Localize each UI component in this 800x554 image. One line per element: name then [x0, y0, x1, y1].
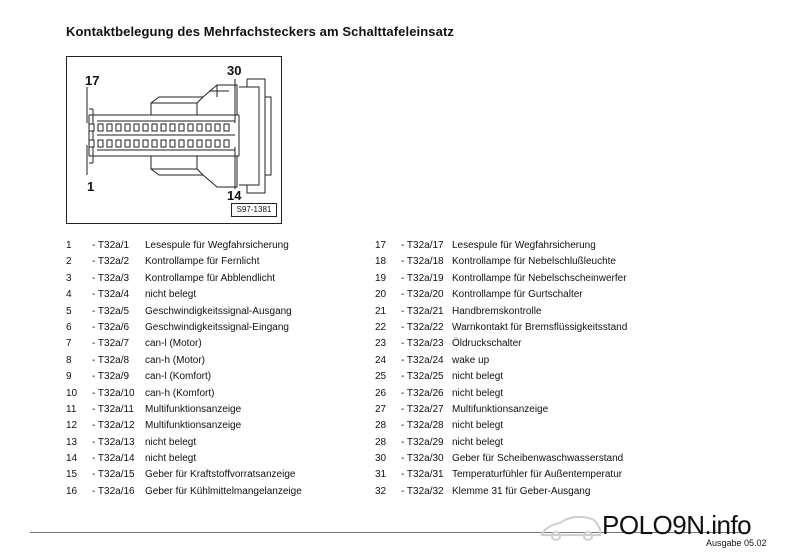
pin-number: 20 — [375, 289, 387, 301]
pin-number: 32 — [375, 485, 387, 497]
pin-number: 10 — [66, 387, 78, 399]
pin-number: 9 — [66, 371, 72, 383]
pin-number: 30 — [375, 453, 387, 465]
pin-id: - T32a/12 — [92, 420, 135, 432]
pin-id: - T32a/2 — [92, 256, 130, 268]
pin-description: Kontrollampe für Fernlicht — [145, 256, 260, 268]
pin-row — [375, 435, 715, 451]
pin-number: 17 — [375, 240, 387, 251]
pin-number: 31 — [375, 469, 387, 481]
pin-row — [66, 484, 366, 500]
pin-number: 25 — [375, 371, 387, 383]
pin-row — [66, 336, 366, 352]
pin-id: - T32a/28 — [401, 420, 444, 432]
pin-row — [66, 254, 366, 270]
pin-id: - T32a/8 — [92, 354, 130, 366]
page-title: Kontaktbelegung des Mehrfachsteckers am Schalttafeleinsatz — [66, 24, 454, 39]
pin-number: 15 — [66, 469, 78, 481]
pin-row — [375, 287, 715, 303]
pin-id: - T32a/26 — [401, 387, 444, 399]
pin-id: - T32a/7 — [92, 338, 130, 350]
pin-number: 28 — [375, 436, 387, 448]
pin-description: Temperaturfühler für Außentemperatur — [452, 469, 623, 481]
pin-id: - T32a/24 — [401, 354, 444, 366]
pin-row — [375, 386, 715, 402]
pin-number: 21 — [375, 305, 387, 317]
pin-id: - T32a/10 — [92, 387, 135, 399]
pin-number: 4 — [66, 289, 72, 301]
pin-id: - T32a/5 — [92, 305, 130, 317]
pin-row — [375, 238, 715, 254]
pin-description: Geber für Kraftstoffvorratsanzeige — [145, 469, 296, 481]
pin-id: - T32a/21 — [401, 305, 444, 317]
pin-row — [375, 353, 715, 369]
pin-description: Klemme 31 für Geber-Ausgang — [452, 485, 591, 497]
pin-row — [66, 435, 366, 451]
pin-row — [66, 451, 366, 467]
pin-number: 3 — [66, 272, 72, 284]
pin-row — [375, 418, 715, 434]
pin-label-1: 1 — [87, 179, 95, 194]
pin-number: 7 — [66, 338, 72, 350]
pin-label-17: 17 — [85, 73, 100, 88]
pin-row — [66, 467, 366, 483]
pin-description: Multifunktionsanzeige — [145, 420, 242, 432]
pin-label-30: 30 — [227, 63, 242, 78]
pin-description: can-l (Komfort) — [145, 371, 212, 383]
pin-number: 23 — [375, 338, 387, 350]
pin-description: nicht belegt — [452, 436, 504, 448]
pin-number: 19 — [375, 272, 387, 284]
pin-description: can-h (Motor) — [145, 354, 206, 366]
pin-id: - T32a/22 — [401, 321, 444, 333]
pin-row — [66, 386, 366, 402]
car-icon — [540, 509, 602, 545]
pin-number: 8 — [66, 354, 72, 366]
pin-id: - T32a/19 — [401, 272, 444, 284]
pin-row — [375, 304, 715, 320]
pin-id: - T32a/30 — [401, 453, 444, 465]
pin-number: 11 — [66, 403, 77, 415]
pin-description: nicht belegt — [145, 436, 197, 448]
pin-description: Geschwindigkeitssignal-Eingang — [145, 321, 289, 333]
pin-list-right — [375, 238, 715, 500]
pin-row — [375, 320, 715, 336]
pin-id: - T32a/6 — [92, 321, 130, 333]
pin-number: 5 — [66, 305, 72, 317]
pin-row — [66, 402, 366, 418]
pin-id: - T32a/29 — [401, 436, 444, 448]
pin-description: Lesespule für Wegfahrsicherung — [452, 240, 596, 251]
pin-description: Kontrollampe für Abblendlicht — [145, 272, 276, 284]
pin-number: 16 — [66, 485, 78, 497]
pin-id: - T32a/20 — [401, 289, 444, 301]
edition-label: Ausgabe 05.02 — [706, 538, 767, 548]
pin-id: - T32a/4 — [92, 289, 130, 301]
pin-row — [66, 369, 366, 385]
pin-id: - T32a/23 — [401, 338, 444, 350]
pin-row — [66, 320, 366, 336]
pin-label-14: 14 — [227, 188, 242, 203]
pin-id: - T32a/3 — [92, 272, 130, 284]
pin-number: 26 — [375, 387, 387, 399]
pin-row — [375, 336, 715, 352]
pin-description: nicht belegt — [452, 420, 504, 432]
pin-description: wake up — [452, 354, 490, 366]
pin-description: Geber für Scheibenwaschwasserstand — [452, 453, 624, 465]
pin-id: - T32a/13 — [92, 436, 135, 448]
pin-number: 12 — [66, 420, 78, 432]
pin-row — [375, 402, 715, 418]
pin-description: Handbremskontrolle — [452, 305, 542, 317]
pin-description: nicht belegt — [145, 289, 197, 301]
pin-description: nicht belegt — [145, 453, 197, 465]
pin-list-left — [66, 238, 366, 500]
pin-number: 27 — [375, 403, 387, 415]
pin-description: Geber für Kühlmittelmangelanzeige — [145, 485, 302, 497]
pin-description: nicht belegt — [452, 387, 504, 399]
pin-description: Lesespule für Wegfahrsicherung — [145, 240, 289, 251]
pin-id: - T32a/17 — [401, 240, 444, 251]
pin-row — [375, 369, 715, 385]
pin-id: - T32a/15 — [92, 469, 135, 481]
pin-row — [66, 353, 366, 369]
figure-code: S97-1381 — [231, 203, 277, 217]
logo-text: POLO9N.info — [602, 510, 752, 540]
pin-number: 18 — [375, 256, 387, 268]
pin-description: Multifunktionsanzeige — [452, 403, 549, 415]
pin-row — [66, 271, 366, 287]
pin-row — [66, 287, 366, 303]
pin-row — [66, 238, 366, 254]
pin-number: 6 — [66, 321, 72, 333]
pin-number: 22 — [375, 321, 387, 333]
pin-id: - T32a/16 — [92, 485, 135, 497]
pin-description: Kontrollampe für Gurtschalter — [452, 289, 583, 301]
pin-id: - T32a/9 — [92, 371, 130, 383]
pin-description: nicht belegt — [452, 371, 504, 383]
pin-id: - T32a/32 — [401, 485, 444, 497]
pin-description: Multifunktionsanzeige — [145, 403, 242, 415]
pin-row — [375, 467, 715, 483]
pin-id: - T32a/18 — [401, 256, 444, 268]
pin-description: Geschwindigkeitssignal-Ausgang — [145, 305, 292, 317]
pin-description: Warnkontakt für Bremsflüssigkeitsstand — [452, 321, 628, 333]
pin-row — [375, 271, 715, 287]
pin-id: - T32a/27 — [401, 403, 444, 415]
pin-id: - T32a/1 — [92, 240, 130, 251]
pin-row — [375, 254, 715, 270]
pin-description: Öldruckschalter — [452, 338, 522, 350]
pin-description: can-h (Komfort) — [145, 387, 215, 399]
pin-number: 1 — [66, 240, 72, 251]
pin-description: Kontrollampe für Nebelschlußleuchte — [452, 256, 616, 268]
pin-row — [375, 451, 715, 467]
pin-number: 2 — [66, 256, 72, 268]
pin-number: 28 — [375, 420, 387, 432]
pin-row — [375, 484, 715, 500]
pin-number: 14 — [66, 453, 78, 465]
pin-id: - T32a/25 — [401, 371, 444, 383]
pin-id: - T32a/11 — [92, 403, 134, 415]
pin-row — [66, 304, 366, 320]
pin-number: 13 — [66, 436, 78, 448]
pin-row — [66, 418, 366, 434]
pin-description: Kontrollampe für Nebelschscheinwerfer — [452, 272, 627, 284]
pin-id: - T32a/31 — [401, 469, 444, 481]
connector-figure — [66, 56, 282, 224]
pin-description: can-l (Motor) — [145, 338, 202, 350]
pin-id: - T32a/14 — [92, 453, 135, 465]
pin-number: 24 — [375, 354, 387, 366]
